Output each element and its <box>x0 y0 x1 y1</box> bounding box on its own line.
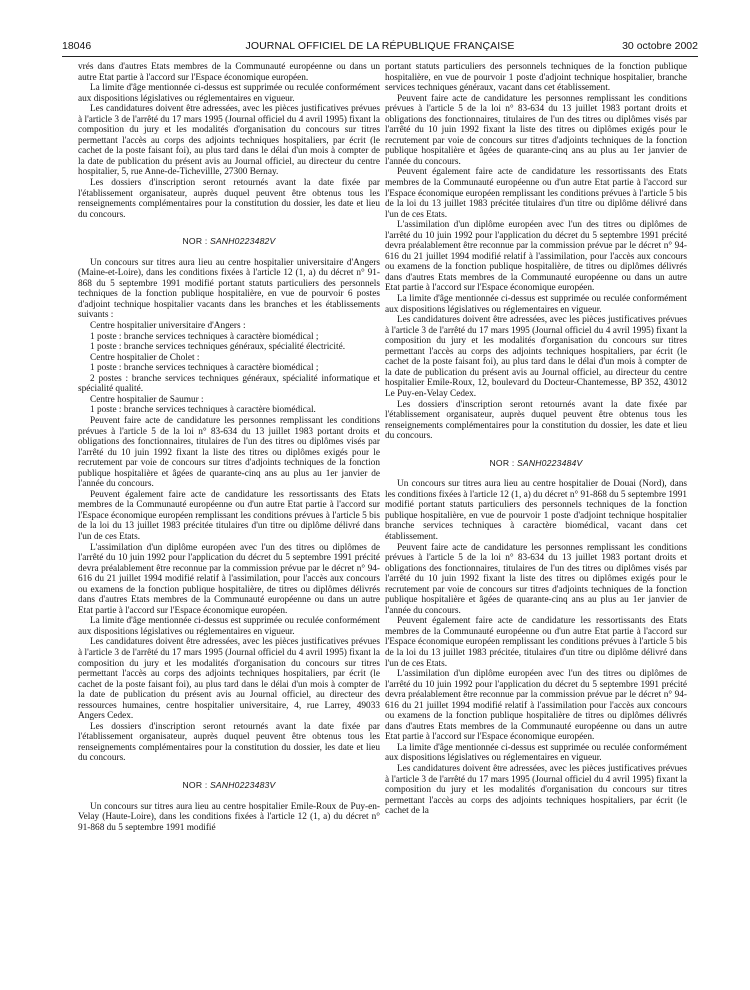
header-rule <box>62 56 698 57</box>
paragraph: La limite d'âge mentionnée ci-dessus est supprimée ou reculée conformément aux dispositions législatives ou réglementaires en vigueur. <box>385 294 687 315</box>
issue-date: 30 octobre 2002 <box>622 40 698 52</box>
post-item: 1 poste : branche services techniques généraux, spécialité électricité. <box>90 342 346 353</box>
page-number: 18046 <box>62 40 92 52</box>
post-item: 1 poste : branche services techniques à caractère biomédical ; <box>90 331 319 342</box>
paragraph: Peuvent également faire acte de candidature les ressortissants des Etats membres de la Communauté européenne ou d'un autre Etat partie à l'accord sur l'Espace économique européen remplissant les conditions prévues à l'article 5 bis de la loi du 13 juillet 1983 précitée titulaires d'un titre ou diplôme délivré dans l'un de ces Etats. <box>385 167 687 220</box>
paragraph: Un concours sur titres aura lieu au centre hospitalier Emile-Roux de Puy-en-Velay (Haute-Loire), dans les conditions fixées à l'article 12 (1, a) du décret n° 91-868 du 5 septembre 1991 modifié <box>78 801 380 833</box>
establishment-label: Centre hospitalier universitaire d'Angers : <box>90 321 246 332</box>
paragraph: Peuvent également faire acte de candidature les ressortissants des Etats membres de la Communauté européenne ou d'un autre Etat partie à l'accord sur l'Espace économique européen remplissant les conditions prévues à l'article 5 bis de la loi du 13 juillet 1983 précitée titulaires d'un titre ou diplôme délivré dans l'un de ces Etats. <box>78 489 380 542</box>
paragraph: Peuvent également faire acte de candidature les ressortissants des Etats membres de la Communauté européenne ou d'un autre Etat partie à l'accord sur l'Espace économique européen remplissant les conditions prévues à l'article 5 bis de la loi du 13 juillet 1983 précitée, titulaires d'un titre ou diplôme délivré dans l'un de ces Etats. <box>385 616 687 669</box>
paragraph: La limite d'âge mentionnée ci-dessus est supprimée ou reculée conformément aux dispositions législatives ou réglementaires en vigueur. <box>385 742 687 764</box>
post-item: 1 poste : branche services techniques à caractère biomédical. <box>90 405 316 416</box>
paragraph: Les dossiers d'inscription seront retournés avant la date fixée par l'établissement organisateur, auprès duquel peuvent être obtenus tous les renseignements complémentaires pour la constitution du dossier, les date et lieu du concours. <box>78 178 380 220</box>
nor-reference <box>385 458 687 469</box>
nor-reference <box>78 780 380 791</box>
paragraph: L'assimilation d'un diplôme européen avec l'un des titres ou diplômes de l'arrêté du 10 juin 1992 pour l'application du décret du 5 septembre 1991 précité devra préalablement être reconnue par la commission prévue par le décret n° 94-616 du 21 juillet 1994 modifié relatif à l'assimilation pour l'accès aux concours ou examens de la fonction publique hospitalière de titres ou diplômes délivrés dans d'autres Etats membres de la Communauté européenne ou dans un autre Etat partie à l'accord sur l'Espace économique européen. <box>385 669 687 743</box>
paragraph: Les candidatures doivent être adressées, avec les pièces justificatives prévues à l'article 3 de l'arrêté du 17 mars 1995 (Journal officiel du 4 avril 1995) fixant la composition du jury et les modalités d'organisation du concours sur titres permettant l'accès au corps des adjoints techniques hospitaliers, par écrit (le cachet de la poste faisant foi), au plus tard dans le délai d'un mois à compter de la date de publication du présent avis au Journal officiel, au directeur du centre hospitalier Emile-Roux, 12, boulevard du Docteur-Chantemesse, BP 352, 43012 Le Puy-en-Velay Cedex. <box>385 315 687 399</box>
establishment-label: Centre hospitalier de Saumur : <box>90 394 204 405</box>
paragraph: L'assimilation d'un diplôme européen avec l'un des titres ou diplômes de l'arrêté du 10 juin 1992 pour l'application du décret du 5 septembre 1991 précité devra préalablement être reconnue par la commission prévue par le décret n° 94-616 du 21 juillet 1994 modifié relatif à l'assimilation, pour l'accès aux concours ou examens de la fonction publique hospitalière, de titres ou diplômes délivrés dans d'autres Etats membres de la Communauté européenne ou dans un autre Etat partie à l'accord sur l'Espace économique européen. <box>78 542 380 616</box>
nor-code: SANH0223484V <box>517 457 583 468</box>
left-column <box>78 62 380 984</box>
paragraph: Peuvent faire acte de candidature les personnes remplissant les conditions prévues à l'article 5 de la loi n° 83-634 du 13 juillet 1983 portant droits et obligations des fonctionnaires, titulaires de l'un des titres ou diplômes visés par l'arrêté du 10 juin 1992 fixant la liste des titres ou diplômes exigés pour le recrutement par voie de concours sur titres d'adjoints techniques de la fonction publique hospitalière et âgées de quarante-cinq ans au plus au 1er janvier de l'année du concours. <box>385 542 687 616</box>
paragraph: Les dossiers d'inscription seront retournés avant la date fixée par l'établissement organisateur, auprès duquel peuvent être obtenus tous les renseignements complémentaires pour la constitution du dossier, les date et lieu du concours. <box>385 399 687 442</box>
paragraph: L'assimilation d'un diplôme européen avec l'un des titres ou diplômes de l'arrêté du 10 juin 1992 pour l'application du décret du 5 septembre 1991 précité devra préalablement être reconnue par la commission prévue par le décret n° 94-616 du 21 juillet 1994 modifié relatif à l'assimilation, pour l'accès aux concours ou examens de la fonction publique hospitalière, de titres ou diplômes délivrés dans d'autres Etats membres de la Communauté européenne ou dans un autre Etat partie à l'accord sur l'Espace économique européen. <box>385 220 687 294</box>
paragraph: Les dossiers d'inscription seront retournés avant la date fixée par l'établissement organisateur, auprès duquel peuvent être obtenus tous les renseignements complémentaires pour la constitution du dossier, les date et lieu du concours. <box>78 721 380 764</box>
paragraph: Peuvent faire acte de candidature les personnes remplissant les conditions prévues à l'article 5 de la loi n° 83-634 du 13 juillet 1983 portant droits et obligations des fonctionnaires, titulaires de l'un des titres ou diplômes visés par l'arrêté du 10 juin 1992 fixant la liste des titres ou diplômes exigés pour le recrutement par voie de concours sur titres d'adjoints techniques de la fonction publique hospitalière et âgées de quarante-cinq ans au plus au 1er janvier de l'année du concours. <box>78 415 380 490</box>
paragraph: Les candidatures doivent être adressées, avec les pièces justificatives prévues à l'article 3 de l'arrêté du 17 mars 1995 (Journal officiel du 4 avril 1995) fixant la composition du jury et les modalités d'organisation du concours sur titres permettant l'accès au corps des adjoints techniques hospitaliers, par écrit (le cachet de la poste faisant foi), au plus tard dans le délai d'un mois à compter de la date de publication du présent avis au Journal officiel, au directeur des ressources humaines, centre hospitalier universitaire, 4, rue Larrey, 49033 Angers Cedex. <box>78 637 380 722</box>
post-item: 1 poste : branche services techniques à caractère biomédical ; <box>90 363 319 374</box>
nor-label: NOR : <box>489 457 515 468</box>
establishment-label: Centre hospitalier de Cholet : <box>90 352 200 363</box>
paragraph: La limite d'âge mentionnée ci-dessus est supprimée ou reculée conformément aux dispositions législatives ou réglementaires en vigueur. <box>78 83 380 104</box>
nor-label: NOR : <box>182 780 208 790</box>
paragraph: vrés dans d'autres Etats membres de la Communauté européenne ou dans un autre Etat partie à l'accord sur l'Espace économique européen. <box>78 62 380 83</box>
paragraph: Peuvent faire acte de candidature les personnes remplissant les conditions prévues à l'article 5 de la loi n° 83-634 du 13 juillet 1983 portant droits et obligations des fonctionnaires, titulaires de l'un des titres ou diplômes visés par l'arrêté du 10 juin 1992 fixant la liste des titres ou diplômes exigés pour le recrutement par voie de concours sur titres d'adjoints techniques de la fonction publique hospitalière et âgées de quarante-cinq ans au plus au 1er janvier de l'année du concours. <box>385 93 687 167</box>
paragraph: portant statuts particuliers des personnels techniques de la fonction publique hospitalière, en vue de pourvoir 1 poste d'adjoint technique hospitalier, branche services techniques généraux, vacant dans cet établissement. <box>385 62 687 94</box>
paragraph: La limite d'âge mentionnée ci-dessus est supprimée ou reculée conformément aux dispositions législatives ou réglementaires en vigueur. <box>78 616 380 637</box>
nor-reference <box>78 236 380 247</box>
page-header <box>62 40 698 56</box>
journal-title: JOURNAL OFFICIEL DE LA RÉPUBLIQUE FRANÇAISE <box>245 40 515 52</box>
post-item: 2 postes : branche services techniques généraux, spécialité informatique et spécialité qualité. <box>78 373 380 395</box>
nor-code: SANH0223483V <box>210 780 276 790</box>
paragraph: Les candidatures doivent être adressées, avec les pièces justificatives prévues à l'article 3 de l'arrêté du 17 mars 1995 (Journal officiel du 4 avril 1995) fixant la composition du jury et les modalités d'organisation du concours sur titres permettant l'accès au corps des adjoints techniques hospitaliers, par écrit (le cachet de la poste faisant foi), au plus tard dans le délai d'un mois à compter de la date de publication du présent avis au Journal officiel, au directeur du centre hospitalier, 5, rue Anne-de-Tichevillle, 27300 Bernay. <box>78 104 380 178</box>
paragraph: Les candidatures doivent être adressées, avec les pièces justificatives prévues à l'article 3 de l'arrêté du 17 mars 1995 (Journal officiel du 4 avril 1995) fixant la composition du jury et les modalités d'organisation du concours sur titres permettant l'accès au corps des adjoints techniques hospitaliers, par écrit (le cachet de la <box>385 764 687 817</box>
paragraph: Un concours sur titres aura lieu au centre hospitalier de Douai (Nord), dans les conditions fixées à l'article 12 (1, a) du décret n° 91-868 du 5 septembre 1991 modifié portant statuts particuliers des personnels techniques de la fonction publique hospitalière, en vue de pourvoir 1 poste d'adjoint technique hospitalier branche services techniques à caractère biomédical, vacant dans cet établissement. <box>385 479 687 542</box>
nor-code: SANH0223482V <box>210 236 276 247</box>
paragraph: Un concours sur titres aura lieu au centre hospitalier universitaire d'Angers (Maine-et-Loire), dans les conditions fixées à l'article 12 (1, a) du décret n° 91-868 du 5 septembre 1991 modifié portant statuts particuliers des personnels techniques de la fonction publique hospitalière, en vue de pourvoir 6 postes d'adjoint technique hospitalier vacants dans les branches et les établissements suivants : <box>78 257 380 321</box>
nor-label: NOR : <box>182 236 208 247</box>
right-column <box>385 62 687 984</box>
